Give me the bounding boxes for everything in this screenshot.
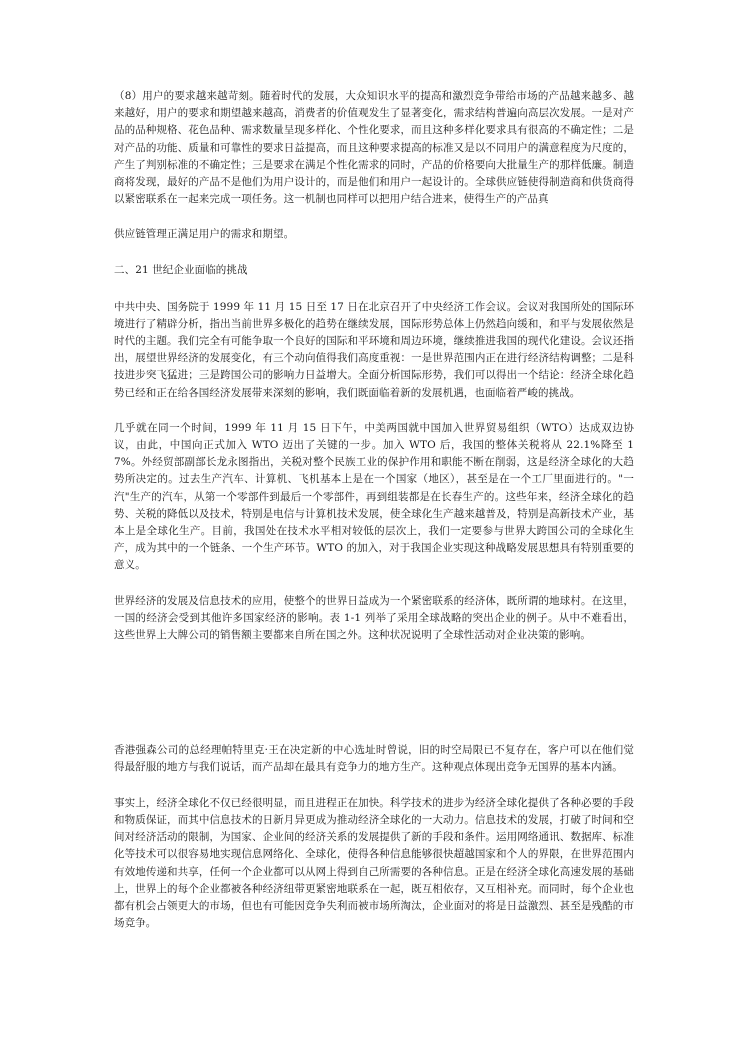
paragraph-hong-kong-company: 香港强森公司的总经理帕特里克·王在决定新的中心选址时曾说，旧的时空局限已不复存在，客户可以在他们觉得最舒服的地方与我们说话，而产品却在最具有竞争力的地方生产。这种观点体现出竞争无国界的基本内涵。	[114, 744, 634, 774]
paragraph-globalization-accelerating: 事实上，经济全球化不仅已经很明显，而且进程正在加快。科学技术的进步为经济全球化提供了各种必要的手段和物质保证，而其中信息技术的日新月异更成为推动经济全球化的一大动力。信息技术的发展，打破了时间和空间对经济活动的限制，为国家、企业间的经济关系的发展提供了新的手段和条件。运用网络通讯、数据库、标准化等技术可以很容易地实现信息网络化、全球化，使得各种信息能够很快超越国家和个人的界限，在世界范围内有效地传递和共享，任何一个企业都可以从网上得到自己所需要的各种信息。正是在经济全球化高速发展的基础上，世界上的每个企业都被各种经济纽带更紧密地联系在一起，既互相依存，又互相补充。而同时，每个企业也都有机会占领更大的市场，但也有可能因竞争失利而被市场所淘汰，企业面对的将是日益激烈、甚至是残酷的市场竞争。	[114, 796, 634, 930]
paragraph-user-demands: （8）用户的要求越来越苛刻。随着时代的发展，大众知识水平的提高和激烈竞争带给市场的产品越来越多、越来越好，用户的要求和期望越来越高，消费者的价值观发生了显著变化，需求结构普遍向高层次发展。一是对产品的品种规格、花色品种、需求数量呈现多样化、个性化要求，而且这种多样化要求具有很高的不确定性；二是对产品的功能、质量和可靠性的要求日益提高，而且这种要求提高的标准又是以不同用户的满意程度为尺度的，产生了判别标准的不确定性；三是要求在满足个性化需求的同时，产品的价格要向大批量生产的那样低廉。制造商将发现，最好的产品不是他们为用户设计的，而是他们和用户一起设计的。全球供应链使得制造商和供货商得以紧密联系在一起来完成一项任务。这一机制也同样可以把用户结合进来，使得生产的产品真	[114, 90, 634, 206]
document-body	[114, 88, 634, 932]
paragraph-supply-chain-satisfies: 供应链管理正满足用户的需求和期望。	[114, 228, 295, 241]
paragraph-wto-accession: 几乎就在同一个时间，1999 年 11 月 15 日下午，中美两国就中国加入世界贸易组织（WTO）达成双边协议，由此，中国向正式加入 WTO 迈出了关键的一步。加入 WTO 后，我国的整体关税将从 22.1%降至 17%。外经贸部副部长龙永图指出，关税对整个民族工业的保护作用和职能不断在削弱，这是经济全球化的大趋势所决定的。过去生产汽车、计算机、飞机基本上是在一个国家（地区），甚至是在一个工厂里面进行的。"一汽"生产的汽车，从第一个零部件到最后一个零部件，再到组装都是在长春生产的。这些年来，经济全球化的趋势、关税的降低以及技术，特别是电信与计算机技术发展，使全球化生产越来越普及，特别是高新技术产业，基本上是全球化生产。目前，我国处在技术水平相对较低的层次上，我们一定要参与世界大跨国公司的全球化生产，成为其中的一个链条、一个生产环节。WTO 的加入，对于我国企业实现这种战略发展思想具有特别重要的意义。	[114, 421, 634, 572]
paragraph-economic-conference: 中共中央、国务院于 1999 年 11 月 15 日至 17 日在北京召开了中央经济工作会议。会议对我国所处的国际环境进行了精辟分析，指出当前世界多极化的趋势在继续发展，国际形势总体上仍然趋向缓和，和平与发展依然是时代的主题。我们完全有可能争取一个良好的国际和平环境和周边环境，继续推进我国的现代化建设。会议还指出，展望世界经济的发展变化，有三个动向值得我们高度重视：一是世界范围内正在进行经济结构调整；二是科技进步突飞猛进；三是跨国公司的影响力日益增大。全面分析国际形势，我们可以得出一个结论：经济全球化趋势已经和正在给各国经济发展带来深刻的影响，我们既面临着新的发展机遇，也面临着严峻的挑战。	[114, 300, 634, 399]
section-heading: 二、21 世纪企业面临的挑战	[114, 263, 248, 276]
paragraph-global-village: 世界经济的发展及信息技术的应用，使整个的世界日益成为一个紧密联系的经济体，既所谓的地球村。在这里，一国的经济会受到其他许多国家经济的影响。表 1-1 列举了采用全球战略的突出企业的例子。从中不难看出，这些世界上大牌公司的销售额主要都来自所在国之外。这种状况说明了全球性活动对企业决策的影响。	[114, 594, 634, 642]
